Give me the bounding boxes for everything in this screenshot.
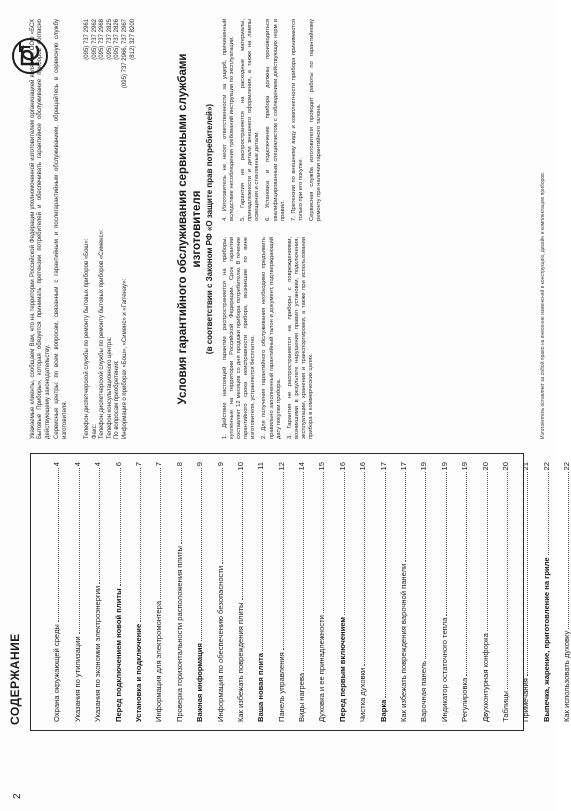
- page-number: 2: [12, 793, 23, 799]
- toc-entry-label: Чистка духовки: [358, 667, 368, 722]
- phone-label: Телефон диспетчерской службы по ремонту бытовых приборов «Сименс»:: [99, 229, 106, 439]
- toc-entry-page: 6: [113, 462, 123, 467]
- toc-entry-page: 11: [256, 462, 266, 470]
- toc-entry: [388, 462, 408, 722]
- toc-leader-dots: [405, 472, 406, 561]
- toc-leader-dots: [364, 472, 365, 665]
- toc-entry: [102, 462, 122, 722]
- toc-entry-label: Варка: [378, 699, 388, 722]
- toc-leader-dots: [466, 472, 467, 675]
- toc-entry-page: 17: [399, 462, 409, 471]
- toc-entry: [286, 462, 306, 722]
- toc-entry-page: 20: [480, 462, 490, 471]
- phone-row: [122, 19, 130, 439]
- warranty-subtitle: (в соответствии с Законом РФ «О защите прав потребителей»): [205, 103, 214, 355]
- toc-entry-page: 19: [439, 462, 449, 471]
- toc-entry-label: Как использовать духовку: [562, 630, 571, 722]
- toc-entry: [510, 462, 530, 722]
- phone-number: (095) 737 2826: [114, 19, 121, 60]
- toc-entry-page: 7: [133, 462, 143, 467]
- toc-entry: [408, 462, 428, 722]
- toc-leader-dots: [201, 468, 202, 641]
- toc-entry-label: Варочная панель: [419, 660, 429, 722]
- toc-entry-label: Индикатор остаточного тепла: [439, 617, 449, 722]
- phone-label: Телефон диспетчерской службы по ремонту бытовых приборов «Бош»:: [84, 238, 90, 439]
- phone-row: [130, 19, 138, 439]
- warranty-paragraph: Сервисная служба изготовителя проводит работы по гарантийному ремонту при наличии гарантийного талона.: [308, 19, 323, 221]
- toc-entry-page: 15: [317, 462, 327, 471]
- warranty-paragraph: 6. Установка и подключение прибора должны производиться квалифицированным специалистом с соблюдением действующих норм и правил.: [265, 19, 286, 221]
- toc-entry-label: Духовка и ее принадлежности: [317, 615, 327, 722]
- toc-entry-label: Ваша новая плита: [256, 653, 266, 722]
- toc-entry-page: 4: [52, 462, 62, 467]
- toc-entry-label: Примечания: [521, 678, 531, 722]
- toc-entry: [61, 462, 81, 722]
- toc-entry-page: 20: [500, 462, 510, 471]
- toc-leader-dots: [568, 472, 569, 628]
- toc-leader-dots: [120, 468, 121, 586]
- phone-row: [84, 19, 92, 439]
- toc-leader-dots: [385, 472, 386, 697]
- toc-entry-page: 8: [174, 462, 184, 467]
- phone-label: Телефон консультационного центра:: [106, 336, 113, 439]
- toc-entry-page: 4: [93, 462, 103, 467]
- toc-entry-page: 22: [541, 462, 551, 471]
- warranty-paragraph: 3. Гарантия не распространяется на приборы с повреждениями, возникшими в результате нарушения правил установки, подключения, эксплуатации, хранения и транспортировки, а также при использовании прибора в коммерческих целях.: [286, 237, 315, 439]
- toc-entry-label: Как избежать повреждения плиты: [235, 602, 245, 722]
- toc-entry: [123, 462, 143, 722]
- toc-entry-page: 19: [419, 462, 429, 471]
- toc-entry: [326, 462, 346, 722]
- toc-entry: [367, 462, 387, 722]
- toc-entry: [245, 462, 265, 722]
- toc-entry-label: Информация для электромонтера: [154, 600, 164, 722]
- intro-text: [30, 19, 71, 439]
- warranty-paragraph: 4. Изготовитель не несет ответственности за ущерб, причиненный вследствие несоблюдения требований инструкции по эксплуатации.: [222, 19, 236, 221]
- toc-leader-dots: [425, 472, 426, 658]
- toc-leader-dots: [140, 468, 141, 622]
- toc-leader-dots: [160, 468, 161, 599]
- warranty-paragraph: 2. Для получения гарантийного обслуживания необходимо предъявить правильно заполненный гарантийный талон и документ, подтверждающий дату покупки прибора.: [261, 237, 282, 439]
- toc-entry-label: Выпечка, жарение, приготовление на гриле: [541, 557, 551, 722]
- toc-entry-label: Указания по экономии электроэнергии: [93, 585, 103, 722]
- toc-entry: [265, 462, 285, 722]
- phone-label: Информация о приборах «Бош», «Сименс» и «Гаггенау»:: [121, 278, 128, 439]
- toc-entry-label: Перед подключением новой плиты: [113, 588, 123, 722]
- toc-leader-dots: [507, 472, 508, 689]
- toc-entry-label: Указания по утилизации: [72, 636, 82, 722]
- toc-entry-page: 19: [460, 462, 470, 471]
- phone-row: [99, 19, 107, 439]
- warranty-title: Условия гарантийного обслуживания сервисными службами изготовителя: [177, 53, 203, 405]
- toc-leader-dots: [487, 472, 488, 631]
- toc-entry-page: 16: [358, 462, 368, 471]
- phone-number: (812) 327 8200: [129, 19, 136, 60]
- warranty-paragraph: 1. Действие настоящей гарантии распространяется на приборы, купленные на территории Российской Федерации. Срок гарантии составляет 12 месяцев со дня продажи прибора потребителю. В течение гарантийного срока неисправности прибора, возникшие по вине изготовителя, устраняются бесплатно.: [222, 237, 257, 439]
- toc-entry-label: Двухконтурная конфорка: [480, 633, 490, 722]
- phone-number: (095) 737 2962: [91, 19, 98, 60]
- phone-row: [114, 19, 122, 439]
- toc-entry: [469, 462, 489, 722]
- certification-logo-icon: [10, 36, 50, 76]
- toc-entry-page: 14: [297, 462, 307, 471]
- intro-paragraph: Сервисные центры: по всем вопросам, связанным с гарантийным и послегарантийным обслуживанием, обращайтесь в сервисную службу изготовителя.: [54, 19, 68, 439]
- toc-entry: [143, 462, 163, 722]
- toc-entry-label: Важная информация: [195, 643, 205, 722]
- phone-number: (095) 737 2825: [106, 19, 113, 60]
- toc-entry-label: Информация по обеспечению безопасности: [215, 565, 225, 722]
- toc-entry: [82, 462, 102, 722]
- toc-leader-dots: [527, 472, 528, 676]
- toc-title: СОДЕРЖАНИЕ: [8, 633, 22, 725]
- toc-entry-label: Как избежать повреждения варочной панели: [399, 563, 409, 722]
- toc-entry-page: 16: [337, 462, 347, 471]
- phone-row: [107, 19, 115, 439]
- toc-entry: [530, 462, 550, 722]
- toc-entry: [551, 462, 571, 722]
- toc-entry: [449, 462, 469, 722]
- phone-label: По вопросам приобретения:: [114, 360, 121, 439]
- toc-leader-dots: [344, 472, 345, 615]
- toc-leader-dots: [222, 468, 223, 564]
- toc-entry-page: 22: [562, 462, 571, 471]
- toc-leader-dots: [446, 472, 447, 615]
- toc-leader-dots: [323, 472, 324, 613]
- toc-entry: [428, 462, 448, 722]
- toc-leader-dots: [242, 472, 243, 600]
- toc-entry-page: 12: [276, 462, 286, 471]
- toc-entry-page: 9: [195, 462, 205, 467]
- warranty-paragraph: 5. Гарантия не распространяется на расходные материалы, принадлежности и детали внешнего оформления, а также на лампы освещения и стеклянные детали.: [240, 19, 261, 221]
- warranty-column-left: [222, 237, 319, 439]
- service-phones: [84, 19, 137, 439]
- toc-leader-dots: [283, 472, 284, 650]
- toc-entry: [306, 462, 326, 722]
- toc-entry-label: Проверка горизонтальности расположения плиты: [174, 545, 184, 722]
- toc-entry: [184, 462, 204, 722]
- toc-entry: [204, 462, 224, 722]
- toc-entry-label: Установка и подключение: [133, 623, 143, 722]
- toc-entry-page: 9: [215, 462, 225, 467]
- table-of-contents: [30, 453, 571, 731]
- toc-leader-dots: [262, 472, 263, 651]
- toc-entry-label: Охрана окружающей среды: [52, 624, 62, 722]
- toc-entry: [41, 462, 61, 722]
- toc-entry: [347, 462, 367, 722]
- intro-paragraph: Уважаемые клиенты, сообщаем Вам, что на территории Российской Федерации уполномоченной изготовителем организацией является ООО «БСХ Бытовые Приборы», которая обязуется принимать претензии потребителей и обеспечивать гарантийное обслуживание приборов согласно действующему законодательству.: [30, 19, 51, 439]
- toc-leader-dots: [548, 472, 549, 555]
- phone-number: (095) 737 2966, 737 2967: [121, 19, 128, 89]
- toc-entry-label: Перед первым включением: [337, 616, 347, 722]
- toc-entry-page: 7: [154, 462, 164, 467]
- toc-entry-label: Панель управления: [276, 652, 286, 722]
- toc-entry-label: Виды нагрева: [297, 672, 307, 722]
- warranty-paragraph: 7. Претензии по внешнему виду и комплектности прибора принимаются только при его покупке.: [290, 19, 304, 221]
- toc-leader-dots: [99, 468, 100, 584]
- toc-leader-dots: [79, 468, 80, 634]
- toc-entry-label: Регулировка: [460, 677, 470, 722]
- footer-note: Изготовитель оставляет за собой право на внесение изменений в конструкцию, дизайн и комплектацию приборов.: [540, 171, 546, 439]
- phone-number: (095) 737 2968: [99, 19, 106, 60]
- toc-entry: [163, 462, 183, 722]
- toc-entry-page: 21: [521, 462, 531, 471]
- toc-leader-dots: [58, 468, 59, 622]
- toc-leader-dots: [303, 472, 304, 670]
- toc-entry-page: 17: [378, 462, 388, 471]
- toc-entry-page: 4: [72, 462, 82, 467]
- toc-entry: [225, 462, 245, 722]
- toc-entry: [490, 462, 510, 722]
- toc-leader-dots: [181, 468, 182, 544]
- toc-entry-label: Таблицы: [500, 690, 510, 722]
- warranty-column-right: [222, 19, 327, 221]
- phone-label: Факс:: [91, 423, 98, 439]
- phone-number: (095) 737 2961: [84, 19, 90, 60]
- toc-entry-page: 10: [235, 462, 245, 471]
